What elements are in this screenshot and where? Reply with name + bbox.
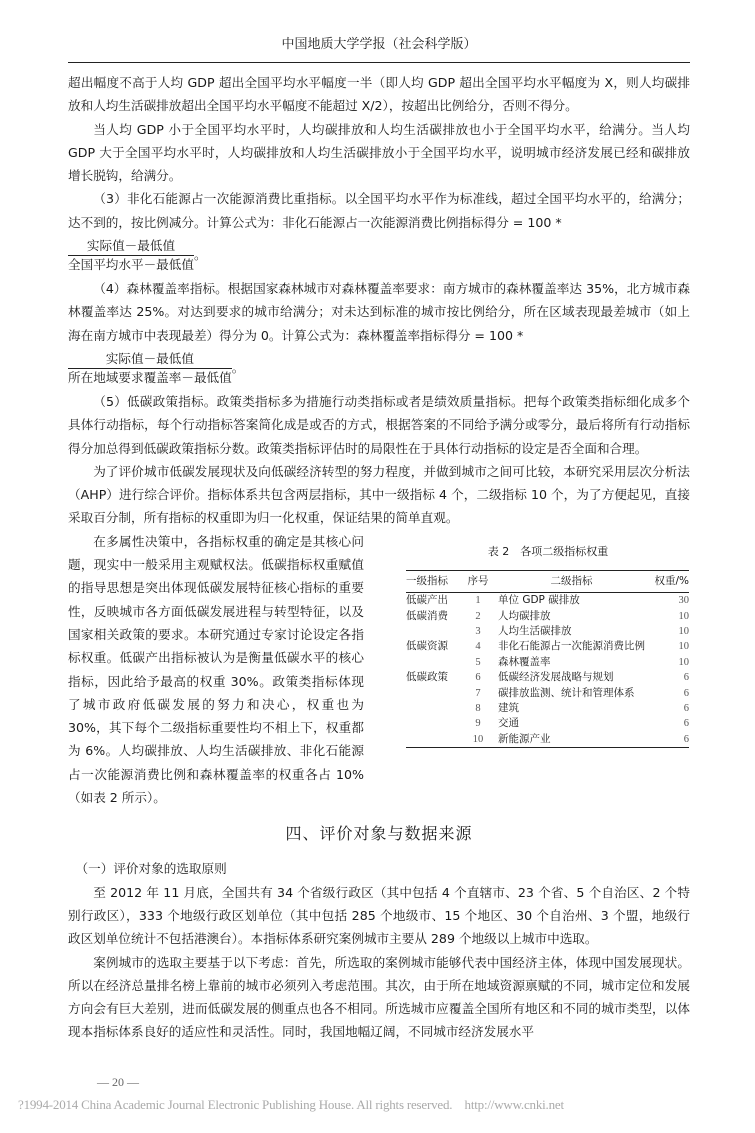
table-2: [390, 530, 690, 748]
fraction: [68, 350, 232, 387]
formula-end: 。: [193, 247, 207, 263]
index-cell: 5: [475, 656, 481, 668]
weight-cell: 10: [678, 641, 689, 653]
paragraph: 当人均 GDP 小于全国平均水平时，人均碳排放和人均生活碳排放也小于全国平均水平，给满分。当人均 GDP 大于全国平均水平时，人均碳排放和人均生活碳排放小于全国平均水平，说明城市经济发展已经和碳排放增长脱钩，给满分。: [68, 121, 690, 184]
paragraph: 在多属性决策中，各指标权重的确定是其核心问题，现实中一般采用主观赋权法。低碳指标权重赋值的指导思想是突出体现低碳发展特征核心指标的重要性，反映城市各方面低碳发展进程与转型特征，以及国家相关政策的要求。本研究通过专家讨论设定各指标权重。低碳产出指标被认为是衡量低碳水平的核心指标，因此给予最高的权重 30%。政策类指标体现了城市政府低碳发展的努力和决心，权重也为 30%，其下每个二级指标重要性均不相上下，权重都为 6%。人均碳排放、人均生活碳排放、非化石能源占一次能源消费比例和森林覆盖率的权重各占 10%（如表 2 所示）。: [68, 533, 364, 806]
level2-cell: 交通: [498, 717, 519, 730]
numerator: 实际值－最低值: [68, 350, 232, 369]
weight-cell: 10: [678, 656, 689, 668]
column-header: 序号: [467, 574, 489, 587]
paragraph: （4）森林覆盖率指标。根据国家森林城市对森林覆盖率要求：南方城市的森林覆盖率达 35%，北方城市森林覆盖率达 25%。对达到要求的城市给满分；对未达到标准的城市按比例给分，所在区域表现最差城市（如上海在南方城市中表现最差）得分为 0。计算公式为：森林覆盖率指标得分 = 100 *: [68, 281, 690, 343]
level2-cell: 低碳经济发展战略与规划: [498, 671, 614, 684]
denominator: 所在地域要求覆盖率－最低值: [68, 369, 232, 385]
table-row: [406, 701, 689, 716]
weight-cell: 6: [683, 718, 689, 730]
numerator: 实际值－最低值: [68, 237, 194, 256]
table-body: [406, 593, 689, 748]
weight-cell: 6: [683, 703, 689, 714]
index-cell: 2: [475, 610, 481, 622]
paragraph: （5）低碳政策指标。政策类指标多为措施行动类指标或者是绩效质量指标。把每个政策类指标细化成多个具体行动指标，每个行动指标答案简化成是或否的方式，根据答案的不同给予满分或零分，最后将所有行动指标得分加总得到低碳政策指标分数。政策类指标评估时的局限性在于具体行动指标的设定是否全面和合理。: [68, 393, 690, 456]
formula-forest-coverage: [68, 349, 690, 388]
article-body: [68, 71, 690, 1044]
level2-cell: 非化石能源占一次能源消费比例: [498, 640, 645, 653]
level1-cell: 低碳政策: [406, 671, 448, 684]
index-cell: 6: [475, 672, 481, 684]
table-row: [406, 609, 689, 624]
weight-cell: 6: [683, 687, 689, 699]
paragraph: （3）非化石能源占一次能源消费比重指标。以全国平均水平作为标准线，超过全国平均水平的，给满分；达不到的，按比例减分。计算公式为：非化石能源占一次能源消费比例指标得分 = 100 *: [68, 191, 690, 230]
two-column-block: [68, 530, 690, 810]
column-header: 二级指标: [550, 574, 593, 587]
index-cell: 4: [475, 641, 481, 653]
level2-cell: 单位 GDP 碳排放: [498, 594, 580, 607]
index-cell: 10: [472, 733, 484, 745]
level1-cell: [406, 655, 464, 670]
index-cell: 8: [475, 703, 481, 714]
level2-cell: 人均生活碳排放: [498, 624, 572, 637]
level2-cell: 森林覆盖率: [498, 655, 551, 668]
formula-end: 。: [231, 359, 245, 375]
weight-cell: 10: [678, 610, 689, 622]
paragraph: 超出幅度不高于人均 GDP 超出全国平均水平幅度一半（即人均 GDP 超出全国平均水平幅度为 X，则人均碳排放和人均生活碳排放超出全国平均水平幅度不能超过 X/2），按超出比例给分，否则不得分。: [68, 75, 690, 114]
level1-cell: [406, 716, 464, 731]
table-row: [406, 732, 689, 748]
index-cell: 3: [475, 625, 481, 637]
header-rule: [68, 62, 690, 63]
running-header: 中国地质大学学报（社会科学版）: [281, 37, 477, 52]
table-caption: 表 2 各项二级指标权重: [487, 544, 609, 558]
formula-nonfossil: [68, 236, 690, 275]
copyright-watermark: ?1994-2014 China Academic Journal Electronic Publishing House. All rights reserved. http://www.cnki.net: [18, 1096, 564, 1112]
index-cell: 1: [475, 595, 481, 607]
table-row: [406, 639, 689, 654]
level1-cell: [406, 686, 464, 701]
page-number: — 20 —: [97, 1074, 139, 1089]
level1-cell: 低碳产出: [406, 594, 448, 607]
level1-cell: [406, 701, 464, 716]
table-row: [406, 624, 689, 639]
weight-cell: 30: [678, 595, 689, 607]
column-header: 一级指标: [406, 574, 448, 587]
weight-cell: 10: [678, 625, 689, 637]
subsection-title: （一）评价对象的选取原则: [75, 861, 227, 877]
level1-cell: [406, 624, 464, 639]
table-row: [406, 593, 689, 609]
paragraph: 为了评价城市低碳发展现状及向低碳经济转型的努力程度，并做到城市之间可比较，本研究采用层次分析法（AHP）进行综合评价。指标体系共包含两层指标，其中一级指标 4 个，二级指标 10 个，为了方便起见，直接采取百分制，所有指标的权重即为归一化权重，保证结果的简单直观。: [68, 463, 690, 526]
weight-cell: 6: [683, 672, 689, 684]
table-row: [406, 716, 689, 731]
paragraph: 至 2012 年 11 月底，全国共有 34 个省级行政区（其中包括 4 个直辖市、23 个省、5 个自治区、2 个特别行政区），333 个地级行政区划单位（其中包括 285 个地级市、15 个地区、30 个自治州、3 个盟，地级行政区划单位统计不包括港澳台）。本指标体系研究案例城市主要从 289 个地级以上城市中选取。: [68, 884, 690, 947]
denominator: 全国平均水平－最低值: [68, 257, 194, 273]
table-row: [406, 655, 689, 670]
level1-cell: 低碳消费: [406, 609, 448, 622]
index-cell: 9: [475, 718, 481, 730]
paragraph: 案例城市的选取主要基于以下考虑：首先，所选取的案例城市能够代表中国经济主体，体现中国发展现状。所以在经济总量排名榜上靠前的城市必须列入考虑范围。其次，由于所在地域资源禀赋的不同，城市定位和发展方向会有巨大差别，进而低碳发展的侧重点也各不相同。所选城市应覆盖全国所有地区和不同的城市类型，以体现本指标体系良好的适应性和灵活性。同时，我国地幅辽阔，不同城市经济发展水平: [68, 954, 690, 1040]
weights-table: [406, 570, 689, 748]
table-row: [406, 670, 689, 685]
section-title: 四、评价对象与数据来源: [285, 824, 473, 844]
index-cell: 7: [475, 687, 481, 699]
column-header: 权重/%: [654, 574, 689, 587]
level2-cell: 建筑: [498, 702, 519, 714]
level1-cell: 低碳资源: [406, 640, 448, 653]
level2-cell: 碳排放监测、统计和管理体系: [498, 686, 635, 699]
level2-cell: 人均碳排放: [498, 609, 551, 622]
table-row: [406, 686, 689, 701]
level2-cell: 新能源产业: [498, 732, 551, 745]
weight-cell: 6: [683, 733, 689, 745]
table-header-row: [406, 570, 689, 592]
fraction: [68, 237, 194, 274]
level1-cell: [406, 732, 464, 748]
